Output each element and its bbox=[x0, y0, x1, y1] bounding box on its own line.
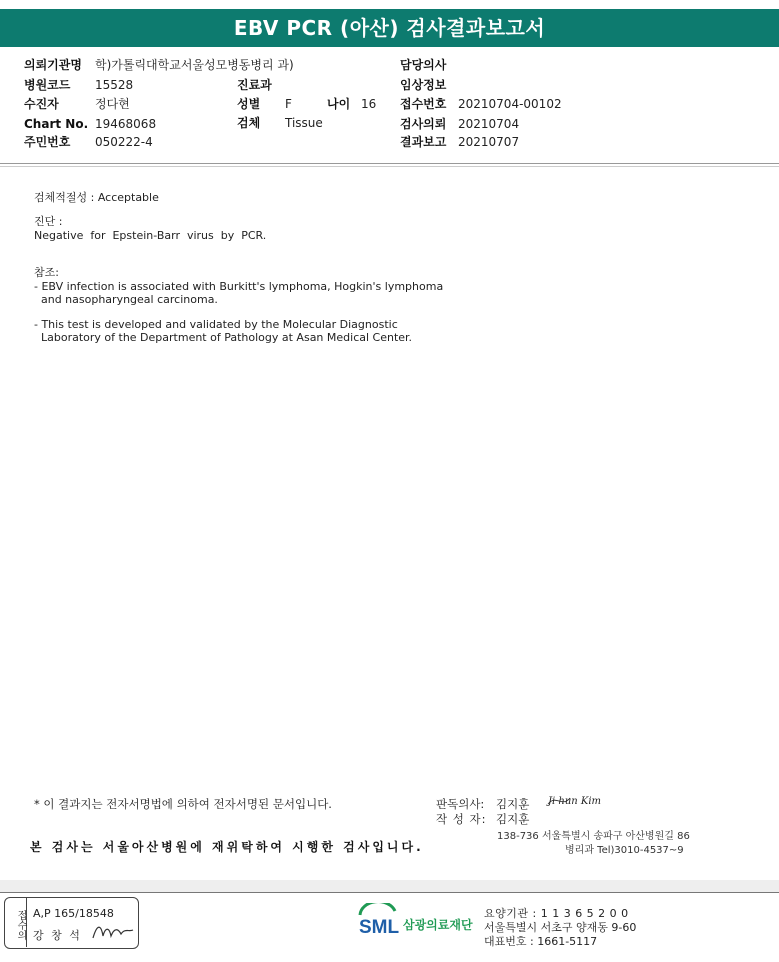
chart-value: 19468068 bbox=[95, 117, 157, 131]
request-value: 20210704 bbox=[458, 117, 520, 131]
chart-label: Chart No. bbox=[24, 117, 89, 131]
footer-divider bbox=[0, 892, 779, 893]
specimen-adequacy: 검체적절성 : Acceptable bbox=[34, 191, 159, 204]
stamp-line-1: A,P 165/18548 bbox=[33, 907, 114, 920]
doctor-label: 담당의사 bbox=[400, 58, 447, 72]
hospital-code-label: 병원코드 bbox=[24, 78, 71, 92]
signature-text: Ji hun Kim bbox=[548, 796, 602, 807]
diagnosis-text: Negative for Epstein-Barr virus by PCR. bbox=[34, 229, 267, 242]
agency-code: 요양기관 : 1 1 3 6 5 2 0 0 bbox=[484, 907, 629, 920]
receipt-label: 접수번호 bbox=[400, 97, 447, 111]
footer-phone: 대표번호 : 1661-5117 bbox=[484, 935, 598, 948]
stamp-label: 접수의 bbox=[5, 898, 27, 947]
sml-logo bbox=[357, 903, 482, 947]
department-label: 진료과 bbox=[237, 78, 272, 92]
age-value: 16 bbox=[361, 97, 377, 111]
reference-1-line-1: - EBV infection is associated with Burkitt's lymphoma, Hogkin's lymphoma bbox=[34, 280, 444, 293]
consignment-notice: 본 검사는 서울아산병원에 재위탁하여 시행한 검사입니다. bbox=[30, 840, 424, 854]
logo-name: 삼광의료재단 bbox=[403, 918, 473, 932]
patient-value: 정다현 bbox=[95, 97, 130, 111]
reader-label: 판독의사: bbox=[436, 797, 485, 811]
reference-1-line-2: and nasopharyngeal carcinoma. bbox=[34, 293, 218, 306]
address-line-2: 병리과 Tel)3010-4537~9 bbox=[565, 845, 684, 856]
footer-band bbox=[0, 880, 779, 892]
stamp-line-2: 강 창 석 bbox=[33, 929, 82, 942]
logo-mark: SML bbox=[359, 917, 400, 938]
hospital-code-value: 15528 bbox=[95, 78, 134, 92]
reference-2-line-1: - This test is developed and validated by the Molecular Diagnostic bbox=[34, 318, 398, 331]
institution-value: 학)가톨릭대학교서울성모병동병리 과) bbox=[95, 58, 294, 72]
receipt-value: 20210704-00102 bbox=[458, 97, 562, 111]
resident-label: 주민번호 bbox=[24, 135, 71, 149]
sex-label: 성별 bbox=[237, 97, 261, 111]
reader-name: 김지훈 bbox=[496, 797, 530, 811]
writer-name: 김지훈 bbox=[496, 812, 530, 826]
footer-address: 서울특별시 서초구 양재동 9-60 bbox=[484, 921, 637, 934]
request-label: 검사의뢰 bbox=[400, 117, 447, 131]
report-value: 20210707 bbox=[458, 135, 520, 149]
institution-label: 의뢰기관명 bbox=[24, 58, 82, 72]
header-divider bbox=[0, 163, 779, 164]
report-label: 결과보고 bbox=[400, 135, 447, 149]
sex-value: F bbox=[285, 97, 292, 111]
specimen-value: Tissue bbox=[285, 116, 323, 130]
patient-label: 수진자 bbox=[24, 97, 59, 111]
address-line-1: 138-736 서울특별시 송파구 아산병원길 86 bbox=[497, 831, 690, 842]
esign-notice: * 이 결과지는 전자서명법에 의하여 전자서명된 문서입니다. bbox=[34, 797, 332, 811]
reference-2-line-2: Laboratory of the Department of Pathology at Asan Medical Center. bbox=[34, 331, 413, 344]
writer-label: 작 성 자: bbox=[436, 812, 487, 826]
age-label: 나이 bbox=[327, 97, 351, 111]
clinical-info-label: 임상정보 bbox=[400, 78, 447, 92]
report-title: EBV PCR (아산) 검사결과보고서 bbox=[0, 9, 779, 47]
header-divider-shadow bbox=[0, 166, 779, 167]
specimen-label: 검체 bbox=[237, 116, 261, 130]
resident-value: 050222-4 bbox=[95, 135, 153, 149]
diagnosis-label: 진단 : bbox=[34, 215, 63, 228]
reference-label: 참조: bbox=[34, 266, 59, 279]
stamp-signature bbox=[91, 920, 135, 944]
receipt-stamp bbox=[4, 897, 139, 949]
signature bbox=[546, 790, 606, 810]
